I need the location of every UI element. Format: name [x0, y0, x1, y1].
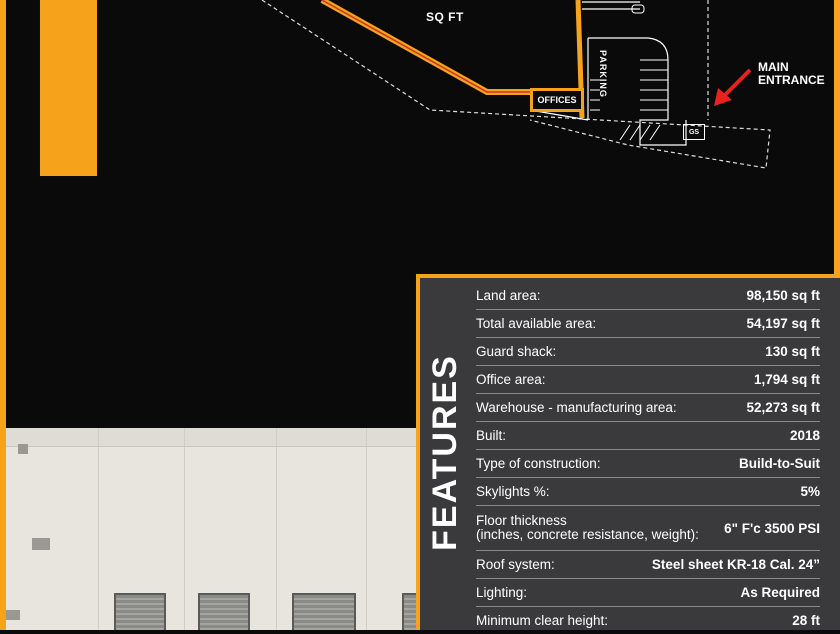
loading-door: [198, 593, 250, 630]
feature-row: [476, 551, 820, 579]
feature-label: Built:: [476, 427, 507, 443]
feature-value: 52,273 sq ft: [746, 400, 820, 415]
feature-label-line-2: (inches, concrete resistance, weight):: [476, 527, 699, 542]
feature-value: 130 sq ft: [765, 344, 820, 359]
feature-value: As Required: [740, 585, 820, 600]
loading-door: [292, 593, 356, 630]
feature-value: Build-to-Suit: [739, 456, 820, 471]
feature-label: Land area:: [476, 287, 541, 303]
feature-label: Total available area:: [476, 315, 597, 331]
feature-row: [476, 338, 820, 366]
features-title: FEATURES: [425, 353, 464, 551]
feature-value: 2018: [789, 428, 820, 443]
feature-row: [476, 579, 820, 607]
feature-label-line-1: Floor thickness: [476, 513, 567, 528]
feature-value: 98,150 sq ft: [746, 288, 820, 303]
offices-label: OFFICES: [530, 88, 584, 112]
parking-label: PARKING: [598, 50, 608, 98]
main-entrance-label: [758, 61, 825, 87]
feature-label: Office area:: [476, 371, 546, 387]
feature-value: 1,794 sq ft: [753, 372, 820, 387]
features-table: [476, 282, 820, 634]
area-unit-label: SQ FT: [426, 10, 464, 24]
feature-row: [476, 366, 820, 394]
entrance-line-1: MAIN: [758, 60, 789, 74]
feature-label: [476, 514, 699, 542]
guard-shack-label: GS: [683, 124, 705, 140]
feature-row: [476, 394, 820, 422]
feature-label: Type of construction:: [476, 455, 601, 471]
features-heading: [416, 274, 474, 630]
feature-value: Steel sheet KR-18 Cal. 24”: [651, 557, 820, 572]
feature-row: [476, 422, 820, 450]
entrance-arrow-icon: [714, 70, 750, 106]
feature-label: Roof system:: [476, 556, 555, 572]
feature-value: 28 ft: [792, 613, 820, 628]
feature-row: [476, 478, 820, 506]
feature-label: Warehouse - manufacturing area:: [476, 399, 677, 415]
feature-value: 6" F'c 3500 PSI: [724, 520, 820, 536]
warehouse-photo: [6, 428, 418, 630]
feature-value: 54,197 sq ft: [746, 316, 820, 331]
loading-door: [114, 593, 166, 630]
feature-row: [476, 310, 820, 338]
feature-label: Minimum clear height:: [476, 612, 609, 628]
feature-row: [476, 282, 820, 310]
feature-value: 5%: [800, 484, 820, 499]
feature-label: Skylights %:: [476, 483, 550, 499]
site-plan: [0, 0, 840, 180]
entrance-line-2: ENTRANCE: [758, 73, 825, 87]
feature-row: [476, 450, 820, 478]
feature-row: [476, 506, 820, 551]
feature-label: Guard shack:: [476, 343, 557, 359]
feature-label: Lighting:: [476, 584, 528, 600]
